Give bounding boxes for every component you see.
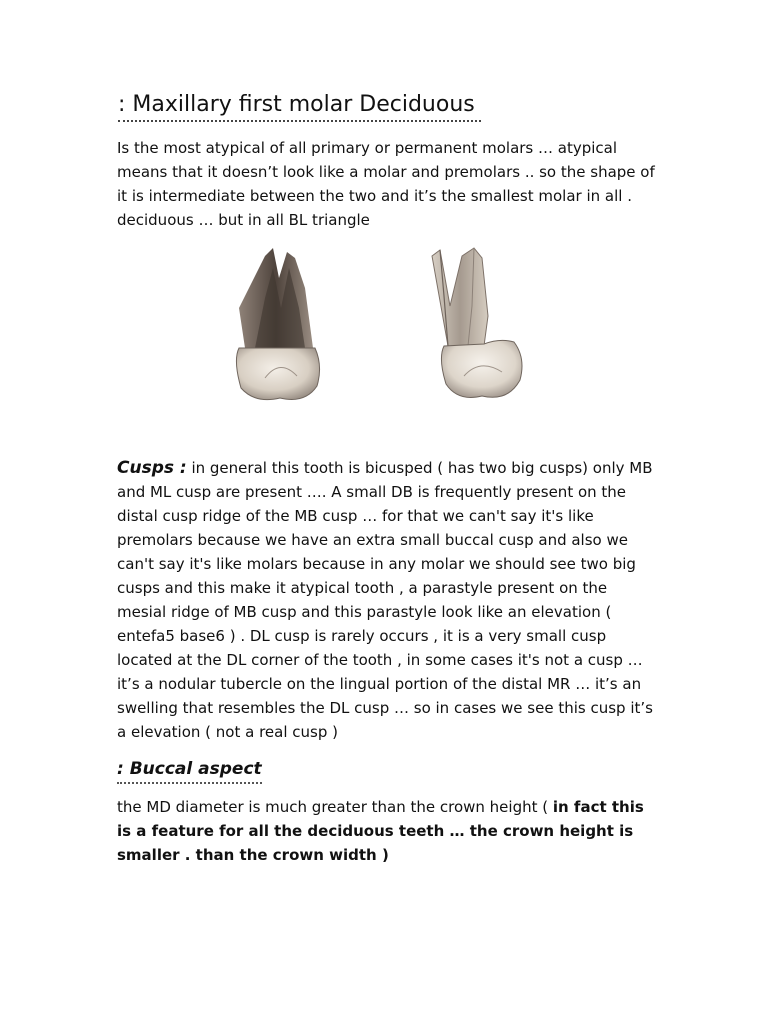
- cusps-label: Cusps :: [117, 458, 187, 478]
- intro-paragraph: Is the most atypical of all primary or permanent molars … atypical means that it doesn’t look like a molar and premolars .. so the shape of it is intermediate between the two and it’s the smallest molar in all . deciduous … but in all BL triangle: [117, 139, 655, 229]
- buccal-aspect-heading: : Buccal aspect: [117, 756, 262, 784]
- cusps-text: in general this tooth is bicusped ( has two big cusps) only MB and ML cusp are present …. A small DB is frequently present on the distal cusp ridge of the MB cusp … for that we can't say it's like premolars because we have an extra small buccal cusp and also we can't say it's like molars because in any molar we should see two big cusps and this make it atypical tooth , a parastyle present on the mesial ridge of MB cusp and this parastyle look like an elevation ( entefa5 base6 ) . DL cusp is rarely occurs , it is a very small cusp located at the DL corner of the tooth , in some cases it's not a cusp … it’s a nodular tubercle on the lingual portion of the distal MR … it’s an swelling that resembles the DL cusp … so in cases we see this cusp it’s a elevation ( not a real cusp ): [117, 459, 653, 741]
- buccal-text: the MD diameter is much greater than the crown height (: [117, 798, 553, 816]
- buccal-paragraph: [117, 795, 657, 867]
- tooth-image-left: [225, 248, 335, 408]
- tooth-image-right: [418, 246, 538, 411]
- buccal-text-bold: in fact this is a feature for all the deciduous teeth … the crown height is smaller . than the crown width ): [117, 798, 644, 864]
- cusps-paragraph: [117, 456, 657, 744]
- page-title: : Maxillary first molar Deciduous: [118, 90, 481, 122]
